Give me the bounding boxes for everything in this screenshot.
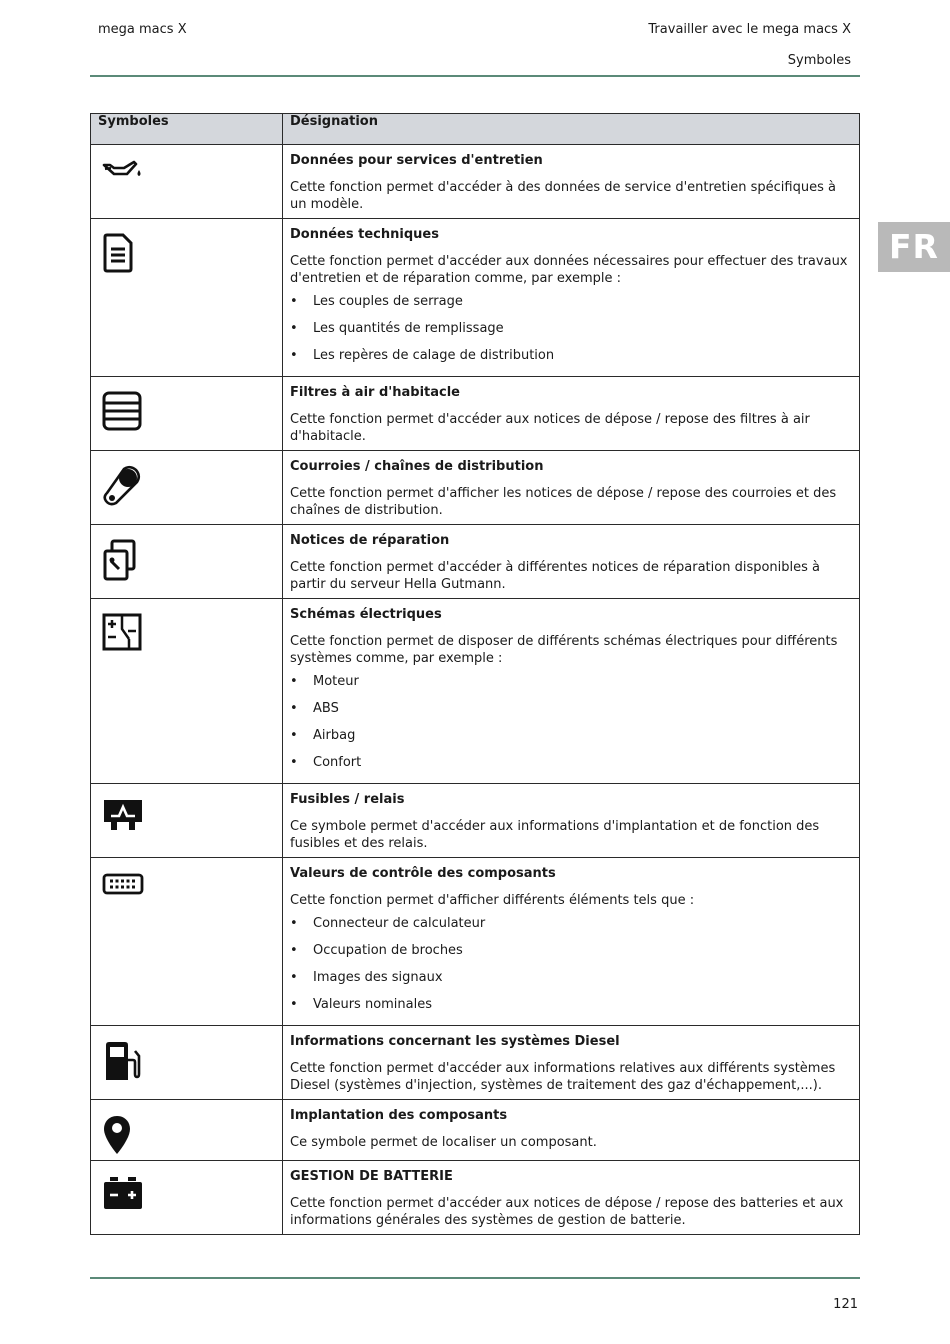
symbol-cell — [91, 451, 283, 525]
symbol-cell — [91, 858, 283, 1026]
table-row — [91, 451, 860, 525]
designation-cell — [283, 599, 860, 784]
row-description: Cette fonction permet d'accéder à des données de service d'entretien spécifiques à un modèle. — [290, 180, 836, 212]
row-description: Cette fonction permet d'accéder aux données nécessaires pour effectuer des travaux d'entretien et de réparation comme, par exemple : — [290, 254, 848, 286]
bullet-item: • Occupation de broches — [290, 942, 849, 969]
bullet-item: • Airbag — [290, 727, 849, 754]
document-icon — [102, 233, 282, 277]
bullet-item: • Les couples de serrage — [290, 293, 849, 320]
table-header-row — [91, 114, 860, 145]
bullet-item: • Images des signaux — [290, 969, 849, 996]
bullet-list — [290, 293, 849, 374]
row-title: Valeurs de contrôle des composants — [290, 866, 556, 881]
header-chapter-title: Travailler avec le mega macs X — [648, 22, 851, 37]
row-title: GESTION DE BATTERIE — [290, 1169, 453, 1184]
table-row — [91, 377, 860, 451]
bullet-item: • Valeurs nominales — [290, 996, 849, 1023]
designation-cell — [283, 377, 860, 451]
wiring-diagram-icon — [102, 613, 282, 655]
page-number: 121 — [833, 1297, 858, 1312]
designation-cell — [283, 1100, 860, 1161]
row-title: Filtres à air d'habitacle — [290, 385, 461, 400]
row-description: Ce symbole permet d'accéder aux informations d'implantation et de fonction des fusibles et des relais. — [290, 819, 820, 851]
symbol-cell — [91, 599, 283, 784]
language-tab: FR — [878, 222, 950, 272]
row-description: Cette fonction permet de disposer de différents schémas électriques pour différents systèmes comme, par exemple : — [290, 634, 838, 666]
row-title: Informations concernant les systèmes Diesel — [290, 1034, 620, 1049]
symbol-cell — [91, 377, 283, 451]
table-row — [91, 219, 860, 377]
table-row — [91, 1100, 860, 1161]
table-row — [91, 1161, 860, 1235]
fuse-relay-icon — [102, 798, 282, 836]
battery-icon — [102, 1175, 282, 1215]
location-pin-icon — [102, 1114, 282, 1160]
header-product-name: mega macs X — [98, 22, 187, 37]
row-title: Données pour services d'entretien — [290, 153, 543, 168]
table-row — [91, 858, 860, 1026]
designation-cell — [283, 1161, 860, 1235]
bullet-item: • ABS — [290, 700, 849, 727]
footer-rule — [90, 1277, 860, 1279]
symbol-cell — [91, 145, 283, 219]
cabin-filter-icon — [102, 391, 282, 435]
oil-can-icon — [102, 159, 282, 185]
symbol-cell — [91, 219, 283, 377]
repair-manual-icon — [102, 539, 282, 585]
designation-cell — [283, 145, 860, 219]
diesel-pump-icon — [102, 1040, 282, 1086]
designation-cell — [283, 858, 860, 1026]
table-row — [91, 525, 860, 599]
header-section-title: Symboles — [787, 53, 851, 68]
designation-cell — [283, 451, 860, 525]
row-description: Cette fonction permet d'accéder à différentes notices de réparation disponibles à partir du serveur Hella Gutmann. — [290, 560, 821, 592]
row-description: Cette fonction permet d'accéder aux notices de dépose / repose des filtres à air d'habitacle. — [290, 412, 810, 444]
table-row — [91, 1026, 860, 1100]
bullet-item: • Confort — [290, 754, 849, 781]
row-title: Fusibles / relais — [290, 792, 405, 807]
row-description: Cette fonction permet d'accéder aux informations relatives aux différents systèmes Diesel (systèmes d'injection, systèmes de traitement des gaz d'échappement,...). — [290, 1061, 836, 1093]
column-header-designation: Désignation — [283, 114, 860, 145]
table-row — [91, 599, 860, 784]
bullet-item: • Les repères de calage de distribution — [290, 347, 849, 374]
row-description: Cette fonction permet d'afficher les notices de dépose / repose des courroies et des chaînes de distribution. — [290, 486, 837, 518]
bullet-list — [290, 915, 849, 1023]
row-title: Courroies / chaînes de distribution — [290, 459, 544, 474]
bullet-item: • Moteur — [290, 673, 849, 700]
bullet-item: • Les quantités de remplissage — [290, 320, 849, 347]
row-description: Cette fonction permet d'afficher différents éléments tels que : — [290, 893, 695, 908]
timing-belt-icon — [102, 465, 282, 511]
row-title: Schémas électriques — [290, 607, 442, 622]
symbol-cell — [91, 525, 283, 599]
row-title: Données techniques — [290, 227, 439, 242]
connector-icon — [102, 872, 282, 900]
row-description: Cette fonction permet d'accéder aux notices de dépose / repose des batteries et aux informations générales des systèmes de gestion de batterie. — [290, 1196, 844, 1228]
header-rule — [90, 75, 860, 77]
row-title: Notices de réparation — [290, 533, 450, 548]
designation-cell — [283, 219, 860, 377]
designation-cell — [283, 784, 860, 858]
designation-cell — [283, 525, 860, 599]
table-row — [91, 784, 860, 858]
designation-cell — [283, 1026, 860, 1100]
row-description: Ce symbole permet de localiser un composant. — [290, 1135, 597, 1150]
symbol-cell — [91, 1026, 283, 1100]
bullet-item: • Connecteur de calculateur — [290, 915, 849, 942]
table-row — [91, 145, 860, 219]
symbol-cell — [91, 784, 283, 858]
bullet-list — [290, 673, 849, 781]
row-title: Implantation des composants — [290, 1108, 508, 1123]
symbol-cell — [91, 1161, 283, 1235]
symbol-cell — [91, 1100, 283, 1161]
symbols-table — [90, 113, 860, 1235]
column-header-symbols: Symboles — [91, 114, 283, 145]
